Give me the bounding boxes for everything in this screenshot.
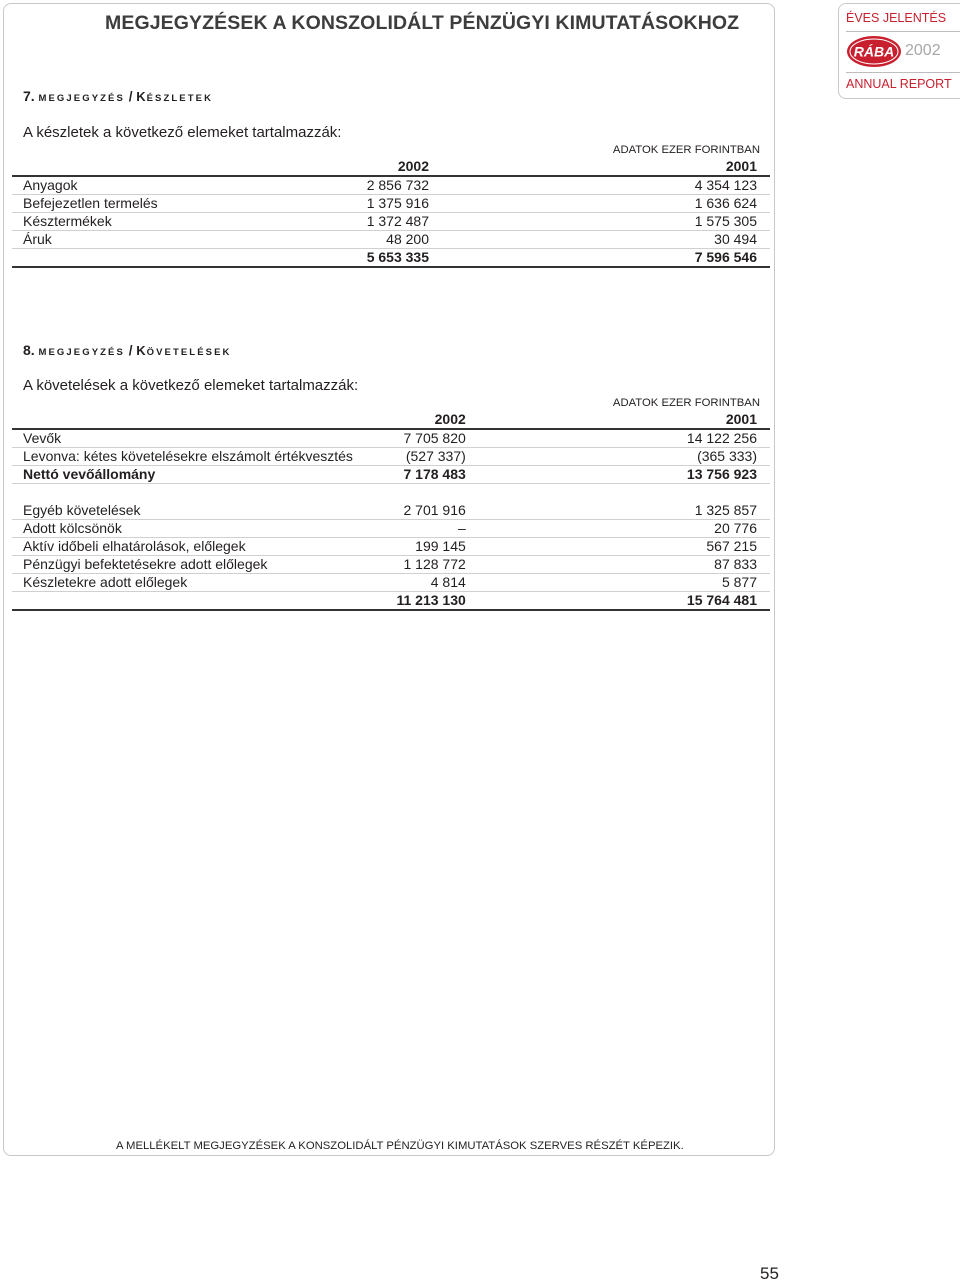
raba-logo <box>846 35 902 68</box>
badge-top-label: ÉVES JELENTÉS <box>846 11 947 25</box>
section-8-heading: 8. MEGJEGYZÉS / KÖVETELÉSEK <box>23 342 232 358</box>
receivables-table <box>12 411 770 611</box>
inventory-table <box>12 158 770 268</box>
table-subtotal-row: Nettó vevőállomány 7 178 483 13 756 923 <box>12 466 770 484</box>
col-2001-header: 2001 <box>644 411 770 429</box>
badge-divider <box>846 72 960 73</box>
table-row: Levonva: kétes követelésekre elszámolt értékvesztés (527 337) (365 333) <box>12 448 770 466</box>
col-2002-header: 2002 <box>353 411 644 429</box>
section-7-heading: 7. MEGJEGYZÉS / KÉSZLETEK <box>23 88 214 104</box>
section-8-intro: A követelések a következő elemeket tartalmazzák: <box>23 377 359 394</box>
section-8-unit: ADATOK EZER FORINTBAN <box>612 397 760 409</box>
table-row: Vevők 7 705 820 14 122 256 <box>12 429 770 448</box>
badge-year: 2002 <box>905 42 941 59</box>
table-row: Készletekre adott előlegek 4 814 5 877 <box>12 574 770 592</box>
table-row: Anyagok 2 856 732 4 354 123 <box>12 176 770 195</box>
logo-text: RÁBA <box>853 43 895 60</box>
table-total-row: 5 653 335 7 596 546 <box>12 249 770 268</box>
page-title: MEGJEGYZÉSEK A KONSZOLIDÁLT PÉNZÜGYI KIMUTATÁSOKHOZ <box>105 12 740 34</box>
table-spacer-row <box>12 484 770 502</box>
section-7-unit: ADATOK EZER FORINTBAN <box>612 144 760 156</box>
col-2002-header: 2002 <box>279 158 607 176</box>
badge-divider <box>846 31 960 32</box>
footer-note: A MELLÉKELT MEGJEGYZÉSEK A KONSZOLIDÁLT PÉNZÜGYI KIMUTATÁSOK SZERVES RÉSZÉT KÉPEZIK. <box>116 1140 684 1152</box>
table-row: Pénzügyi befektetésekre adott előlegek 1 128 772 87 833 <box>12 556 770 574</box>
table-row: Befejezetlen termelés 1 375 916 1 636 624 <box>12 195 770 213</box>
table-row: Adott kölcsönök – 20 776 <box>12 520 770 538</box>
badge-bottom-label: ANNUAL REPORT <box>846 77 952 91</box>
table-total-row: 11 213 130 15 764 481 <box>12 592 770 611</box>
col-2001-header: 2001 <box>607 158 770 176</box>
table-row: Késztermékek 1 372 487 1 575 305 <box>12 213 770 231</box>
table-row: Aktív időbeli elhatárolások, előlegek 199 145 567 215 <box>12 538 770 556</box>
table-row: Áruk 48 200 30 494 <box>12 231 770 249</box>
section-7-intro: A készletek a következő elemeket tartalmazzák: <box>23 124 342 141</box>
page-number: 55 <box>760 1264 779 1283</box>
table-row: Egyéb követelések 2 701 916 1 325 857 <box>12 502 770 520</box>
table-header-row <box>12 411 770 429</box>
table-header-row <box>12 158 770 176</box>
